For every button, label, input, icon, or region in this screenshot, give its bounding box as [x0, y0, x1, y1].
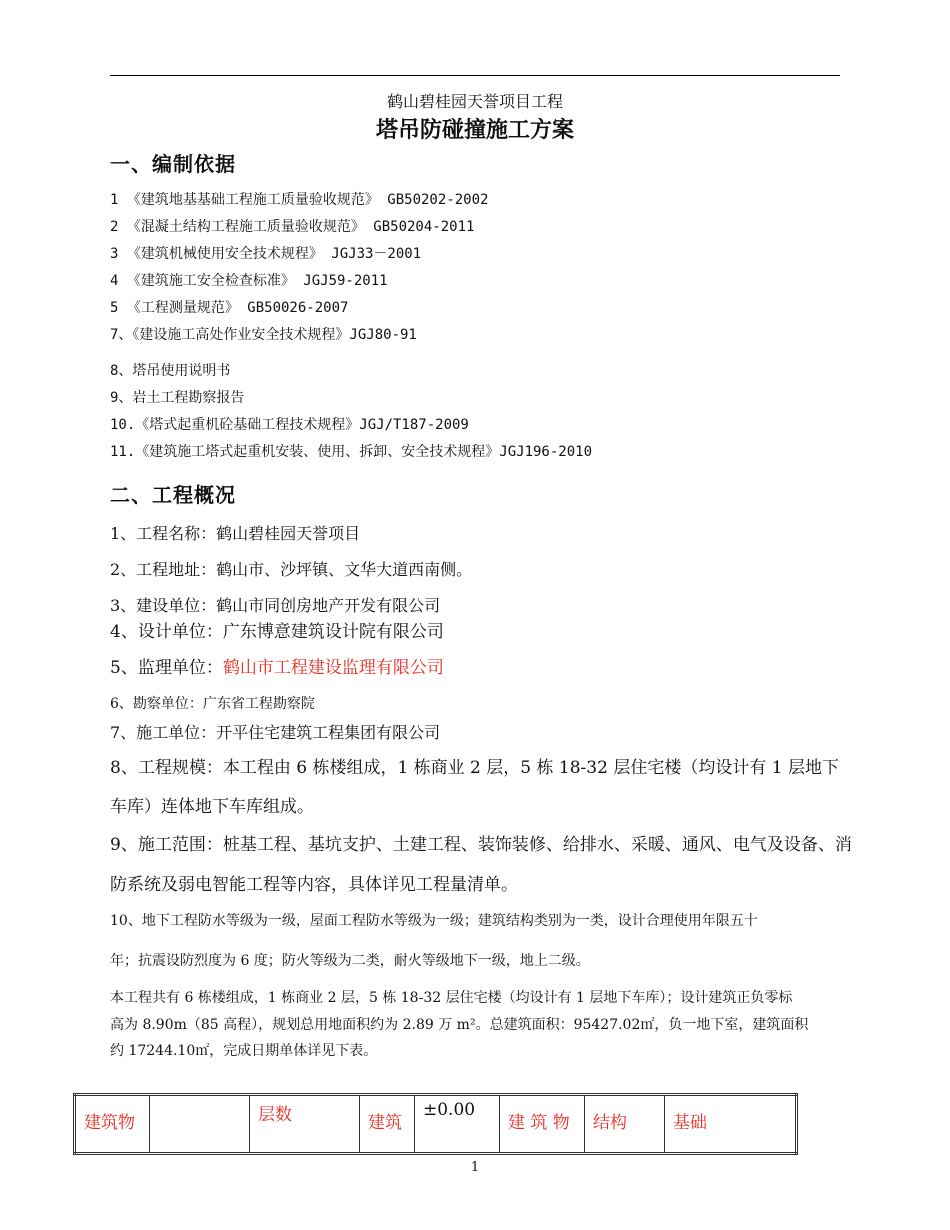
- table-header-cell: 结构: [585, 1095, 665, 1154]
- supervision-unit: [110, 658, 444, 678]
- reference-item: 2 《混凝土结构工程施工质量验收规范》 GB50204-2011: [110, 219, 475, 235]
- table-header-cell: 建筑物: [75, 1095, 150, 1154]
- project-scale-line1: 8、工程规模：本工程由 6 栋楼组成，1 栋商业 2 层，5 栋 18-32 层住宅楼（均设计有 1 层地下: [110, 758, 839, 778]
- table-header-row: [75, 1095, 797, 1154]
- supervision-label: 5、监理单位：: [110, 658, 223, 678]
- supervision-value: 鹤山市工程建设监理有限公司: [222, 658, 444, 678]
- section-heading-overview: 二、工程概况: [110, 483, 236, 507]
- construction-scope-line1: 9、施工范围：桩基工程、基坑支护、土建工程、装饰装修、给排水、采暖、通风、电气及设备、消: [110, 835, 852, 855]
- summary-line3: 约 17244.10㎡，完成日期单体详见下表。: [110, 1043, 378, 1059]
- page-number: 1: [470, 1160, 480, 1175]
- reference-item: 11.《建筑施工塔式起重机安装、使用、拆卸、安全技术规程》JGJ196-2010: [110, 444, 593, 460]
- summary-line1: 本工程共有 6 栋楼组成，1 栋商业 2 层，5 栋 18-32 层住宅楼（均设计有 1 层地下车库）；设计建筑正负零标: [110, 990, 793, 1006]
- project-address: 2、工程地址：鹤山市、沙坪镇、文华大道西南侧。: [110, 560, 473, 579]
- table-header-cell: 建筑: [360, 1095, 415, 1154]
- project-scale-line2: 车库）连体地下车库组成。: [110, 797, 314, 817]
- section-heading-basis: 一、编制依据: [110, 152, 236, 176]
- header-rule: [110, 75, 840, 76]
- table-header-cell: 建 筑 物: [500, 1095, 585, 1154]
- design-unit: 4、设计单位：广东博意建筑设计院有限公司: [110, 622, 444, 642]
- construction-scope-line2: 防系统及弱电智能工程等内容，具体详见工程量清单。: [110, 875, 518, 895]
- reference-item: 4 《建筑施工安全检查标准》 JGJ59-2011: [110, 273, 388, 289]
- reference-item: 8、塔吊使用说明书: [110, 363, 231, 379]
- grade-line1: 10、地下工程防水等级为一级，屋面工程防水等级为一级；建筑结构类别为一类，设计合理使用年限五十: [110, 913, 758, 929]
- table-header-cell: ±0.00: [415, 1095, 500, 1154]
- table-header-cell: 基础: [665, 1095, 797, 1154]
- reference-item: 1 《建筑地基基础工程施工质量验收规范》 GB50202-2002: [110, 192, 489, 208]
- reference-item: 3 《建筑机械使用安全技术规程》 JGJ33－2001: [110, 246, 422, 262]
- reference-item: 5 《工程测量规范》 GB50026-2007: [110, 300, 349, 316]
- reference-item: 9、岩土工程勘察报告: [110, 390, 245, 406]
- construction-unit: 7、施工单位：开平住宅建筑工程集团有限公司: [110, 723, 441, 742]
- project-name: 1、工程名称：鹤山碧桂园天誉项目: [110, 524, 361, 543]
- summary-line2: 高为 8.90m（85 高程），规划总用地面积约为 2.89 万 m²。总建筑面积：95427.02㎡，负一地下室，建筑面积: [110, 1017, 809, 1033]
- builder-unit: 3、建设单位：鹤山市同创房地产开发有限公司: [110, 596, 441, 615]
- table-header-cell: 层数: [250, 1095, 360, 1154]
- reference-item: 7、《建设施工高处作业安全技术规程》JGJ80-91: [110, 327, 417, 343]
- page-title: 塔吊防碰撞施工方案: [375, 117, 574, 143]
- table-header-cell: [150, 1095, 250, 1154]
- grade-line2: 年；抗震设防烈度为 6 度；防火等级为二类，耐火等级地下一级，地上二级。: [110, 953, 590, 969]
- reference-item: 10.《塔式起重机砼基础工程技术规程》JGJ/T187-2009: [110, 417, 469, 433]
- survey-unit: 6、勘察单位：广东省工程勘察院: [110, 696, 315, 712]
- project-subtitle: 鹤山碧桂园天誉项目工程: [386, 92, 563, 111]
- building-table: [73, 1093, 798, 1155]
